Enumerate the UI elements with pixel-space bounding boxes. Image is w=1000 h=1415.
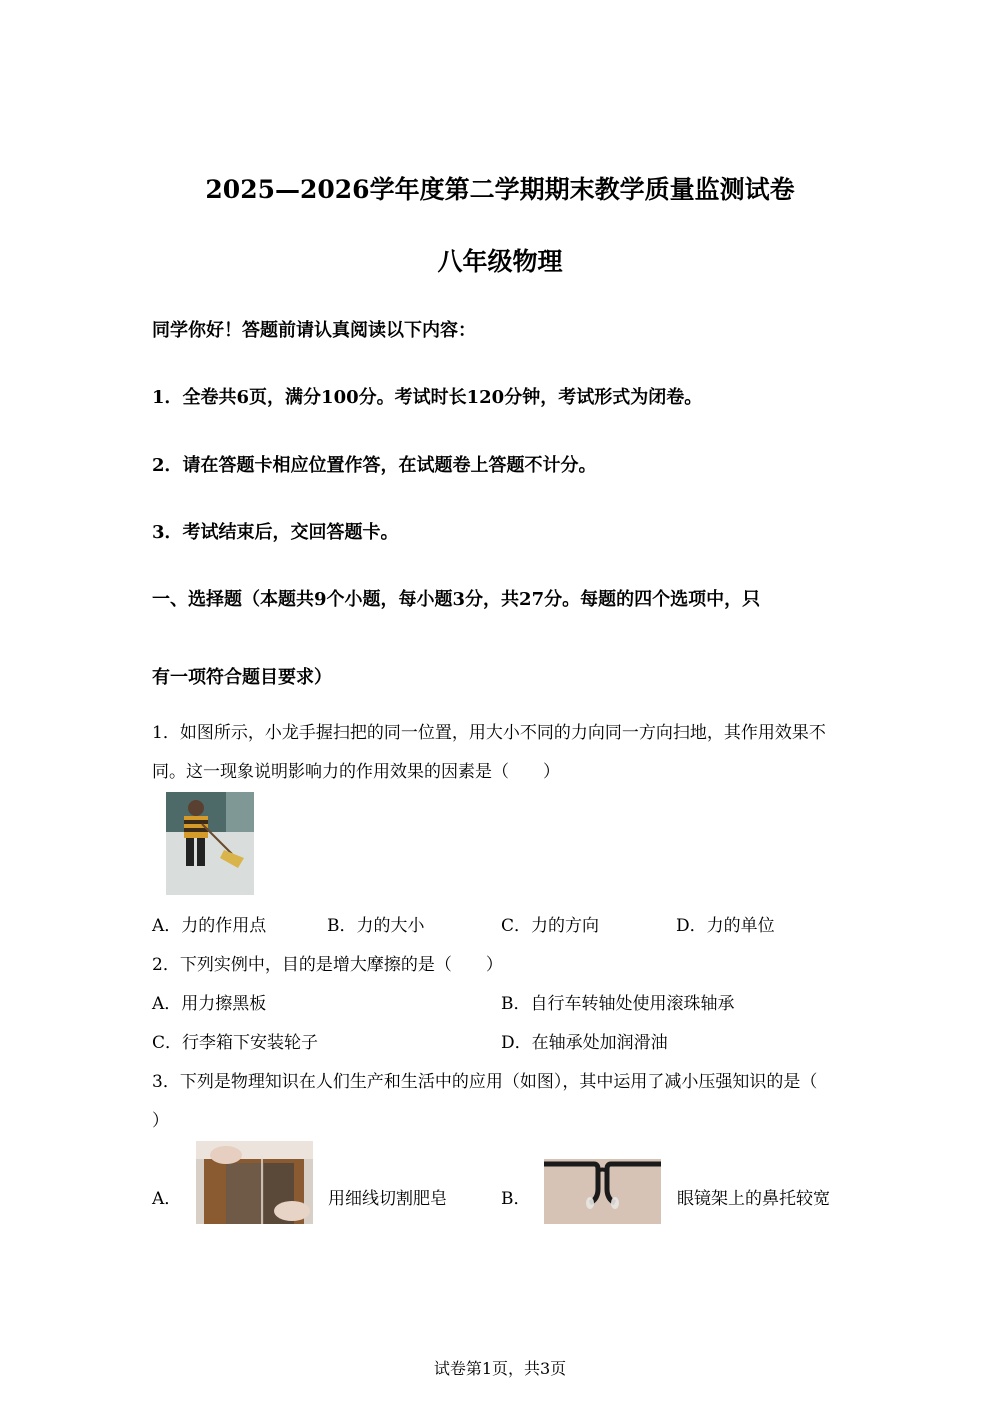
q3-option-b-text: 眼镜架上的鼻托较宽 bbox=[677, 1189, 830, 1209]
q3-option-a-label: A． bbox=[152, 1189, 182, 1209]
q1-stem-line2: 同。这一现象说明影响力的作用效果的因素是（ ） bbox=[152, 762, 560, 782]
q3-stem-line2: ） bbox=[152, 1111, 169, 1131]
q3-option-a-text: 用细线切割肥皂 bbox=[328, 1189, 447, 1209]
q3-stem-line1: 3．下列是物理知识在人们生产和生活中的应用（如图），其中运用了减小压强知识的是（ bbox=[152, 1072, 818, 1092]
q1-option-c: C．力的方向 bbox=[501, 916, 600, 936]
q1-option-d: D．力的单位 bbox=[676, 916, 775, 936]
q2-option-a: A．用力擦黑板 bbox=[152, 994, 267, 1014]
exam-title: 2025—2026学年度第二学期期末教学质量监测试卷 bbox=[205, 175, 795, 204]
note-1: 1．全卷共6页，满分100分。考试时长120分钟，考试形式为闭卷。 bbox=[152, 387, 703, 408]
q2-option-c: C．行李箱下安装轮子 bbox=[152, 1033, 319, 1053]
q2-stem: 2．下列实例中，目的是增大摩擦的是（ ） bbox=[152, 955, 503, 975]
q3-option-b-label: B． bbox=[501, 1189, 531, 1209]
q2-option-b: B．自行车转轴处使用滚珠轴承 bbox=[501, 994, 735, 1014]
q1-option-b: B．力的大小 bbox=[327, 916, 425, 936]
note-3: 3．考试结束后，交回答题卡。 bbox=[152, 522, 399, 543]
intro-text: 同学你好！答题前请认真阅读以下内容： bbox=[152, 320, 476, 341]
q3-soap-cutting-image bbox=[196, 1141, 313, 1224]
section-heading-line1: 一、选择题（本题共9个小题，每小题3分，共27分。每题的四个选项中，只 bbox=[152, 589, 761, 610]
q1-sweeping-image bbox=[166, 792, 254, 895]
page-footer: 试卷第1页，共3页 bbox=[433, 1359, 567, 1378]
q2-option-d: D．在轴承处加润滑油 bbox=[501, 1033, 668, 1053]
q1-option-a: A．力的作用点 bbox=[152, 916, 267, 936]
section-heading-line2: 有一项符合题目要求） bbox=[152, 667, 332, 688]
exam-subtitle: 八年级物理 bbox=[437, 247, 563, 276]
q3-glasses-image bbox=[544, 1159, 661, 1224]
q1-stem-line1: 1．如图所示，小龙手握扫把的同一位置，用大小不同的力向同一方向扫地，其作用效果不 bbox=[152, 723, 826, 743]
note-2: 2．请在答题卡相应位置作答，在试题卷上答题不计分。 bbox=[152, 455, 597, 476]
